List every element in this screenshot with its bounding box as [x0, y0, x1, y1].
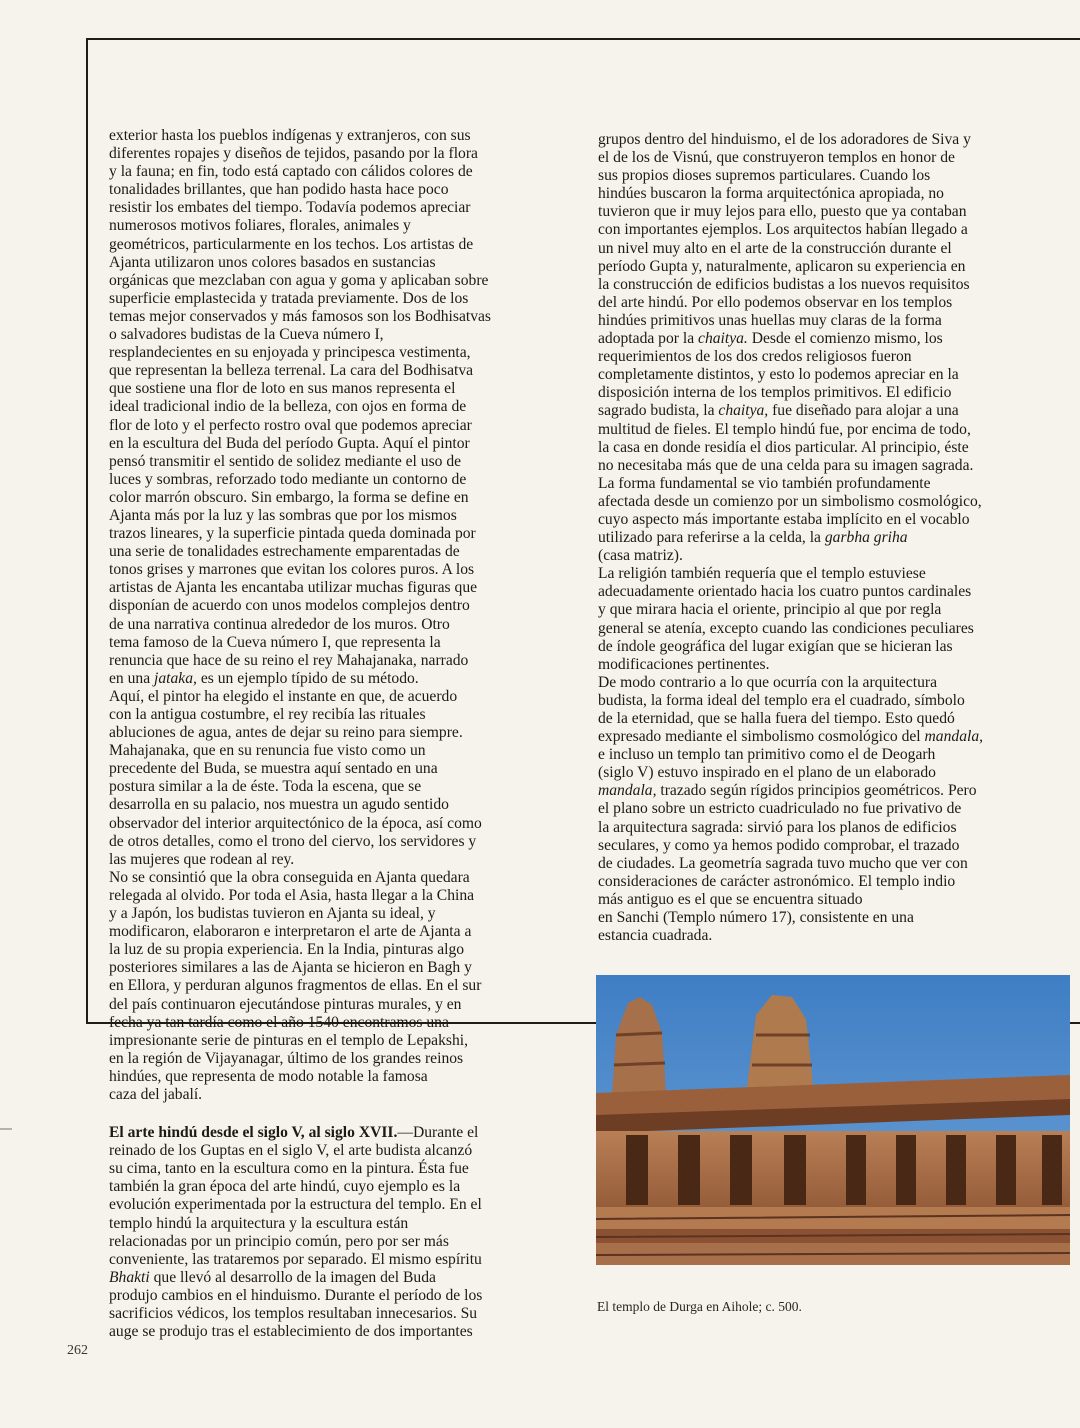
text-run: expresado mediante el simbolismo cosmológico del	[598, 728, 921, 746]
text-line: evolución experimentada por la estructura del templo. En el	[109, 1196, 482, 1214]
text-run: adoptada por la	[598, 330, 695, 348]
text-line: completamente distintos, y esto lo podemos apreciar en la	[598, 366, 959, 384]
text-line: hindúes buscaron la forma arquitectónica apropiada, no	[598, 185, 944, 203]
text-line: disponían de acuerdo con unos modelos complejos dentro	[109, 597, 470, 615]
text-line: en la región de Vijayanagar, último de los grandes reinos	[109, 1049, 464, 1067]
text-line: relacionadas por un principio común, pero por ser más	[109, 1232, 449, 1250]
text-line: fecha ya tan tardía como el año 1540 encontramos una	[109, 1013, 449, 1031]
text-line: la luz de su propia experiencia. En la India, pinturas algo	[109, 941, 465, 959]
text-line: La forma fundamental se vio también profundamente	[598, 474, 931, 492]
text-line: en la escultura del Buda del período Gupta. Aquí el pintor	[109, 434, 470, 452]
text-line: tema famoso de la Cueva número I, que representa la	[109, 633, 441, 651]
text-line: de la eternidad, que se halla fuera del tiempo. Esto quedó	[598, 710, 955, 727]
text-line: que sostiene una flor de loto en sus manos representa el	[109, 380, 456, 398]
text-line: Mahajanaka, que en su renuncia fue visto como un	[109, 742, 426, 760]
italic-term: chaitya.	[698, 330, 748, 348]
text-line: numerosos motivos foliares, florales, animales y	[109, 217, 411, 235]
text-run: utilizado para referirse a la celda, la	[598, 529, 821, 547]
text-run: sagrado budista, la	[598, 402, 715, 420]
text-line: en Ellora, y perduran algunos fragmentos de ellas. En el sur	[109, 977, 482, 995]
text-line: hindúes primitivos unas huellas muy claras de la forma	[598, 311, 942, 329]
text-line: pensó transmitir el sentido de solidez mediante el uso de	[109, 452, 462, 470]
temple-illustration	[596, 975, 1070, 1265]
text-line: un nivel muy alto en el arte de la construcción durante el	[598, 239, 952, 257]
text-line	[598, 529, 1058, 547]
text-line: precedente del Buda, se muestra aquí sentado en una	[109, 760, 438, 778]
text-line: afectada desde un comienzo por un simbolismo cosmológico,	[598, 492, 982, 510]
text-line: e incluso un templo tan primitivo como el de Deogarh	[598, 746, 936, 764]
text-line: diferentes ropajes y diseños de tejidos, pasando por la flora	[109, 145, 478, 163]
text-line: impresionante serie de pinturas en el templo de Lepakshi,	[109, 1031, 468, 1049]
text-line: resplandecientes en su enjoyada y principesca vestimenta,	[109, 344, 471, 362]
text-line: que representan la belleza terrenal. La cara del Bodhisatva	[109, 362, 474, 380]
figure-caption: El templo de Durga en Aihole; c. 500.	[597, 1299, 802, 1314]
italic-term: jataka,	[154, 669, 197, 687]
text-run: que llevó al desarrollo de la imagen del Buda	[153, 1268, 436, 1286]
text-line: (casa matriz).	[598, 547, 683, 565]
text-line: con la antigua costumbre, el rey recibía las rituales	[109, 706, 426, 723]
text-line: artistas de Ajanta les encantaba utilizar muchas figuras que	[109, 579, 478, 597]
text-line: tonos grises y marrones que evitan los colores puros. A los	[109, 561, 475, 579]
text-line: sus propios dioses supremos particulares. Cuando los	[598, 167, 931, 185]
text-line: flor de loto y el perfecto rostro oval que podemos apreciar	[109, 416, 472, 434]
text-line: desarrolla en su palacio, nos muestra un agudo sentido	[109, 796, 449, 814]
text-line: más antiguo es el que se encuentra situado	[598, 890, 863, 908]
text-line: tuvieron que ir muy lejos para ello, puesto que ya contaban	[598, 203, 967, 221]
text-line: cuyo aspecto más importante estaba implícito en el vocablo	[598, 510, 970, 528]
text-line: y a Japón, los budistas tuvieron en Ajanta su ideal, y	[109, 905, 436, 923]
text-line: budista, la forma ideal del templo era el cuadrado, símbolo	[598, 691, 965, 709]
text-line: resistir los embates del tiempo. Todavía podemos apreciar	[109, 199, 471, 217]
text-line: renuncia que hace de su reino el rey Mahajanaka, narrado	[109, 651, 469, 669]
text-line: tonalidades brillantes, que han podido hasta hace poco	[109, 181, 449, 199]
temple-photo	[596, 975, 1070, 1265]
text-line: las mujeres que rodean al rey.	[109, 850, 295, 868]
text-line: (siglo V) estuvo inspirado en el plano de un elaborado	[598, 764, 936, 782]
text-line: de otros detalles, como el trono del ciervo, los servidores y	[109, 832, 477, 850]
text-line: la casa en donde residía el dios particular. Al principio, éste	[598, 438, 969, 456]
text-line: Aquí, el pintor ha elegido el instante en que, de acuerdo	[109, 687, 458, 705]
text-line: de ciudades. La geometría sagrada tuvo mucho que ver con	[598, 854, 968, 872]
text-line: Ajanta utilizaron unos colores basados en sustancias	[109, 253, 436, 271]
right-column	[598, 131, 1058, 945]
text-line: auge se produjo tras el establecimiento de dos importantes	[109, 1323, 473, 1341]
text-line: del país continuaron ejecutándose pinturas murales, y en	[109, 995, 462, 1013]
text-line: conveniente, las trataremos por separado. El mismo espíritu	[109, 1250, 482, 1268]
section-heading: El arte hindú desde el siglo V, al siglo XVII.	[109, 1124, 398, 1142]
text-run: Durante el	[413, 1124, 479, 1142]
text-line: exterior hasta los pueblos indígenas y extranjeros, con sus	[109, 127, 471, 144]
text-line: también la gran época del arte hindú, cuyo ejemplo es la	[109, 1178, 461, 1196]
text-line: la construcción de edificios budistas a los nuevos requisitos	[598, 275, 970, 293]
text-line: abluciones de agua, antes de dejar su reino para siempre.	[109, 724, 463, 742]
text-line: el plano sobre un estricto cuadriculado no fue privativo de	[598, 800, 962, 818]
text-run: es un ejemplo típido de su método.	[200, 669, 419, 687]
text-line: seculares, y como ya hemos podido comprobar, el trazado	[598, 836, 960, 854]
text-line: La religión también requería que el templo estuviese	[598, 565, 926, 583]
text-line: posteriores similares a las de Ajanta se hicieron en Bagh y	[109, 959, 472, 977]
italic-term: chaitya,	[718, 402, 769, 420]
left-column	[109, 127, 557, 1341]
text-run: trazado según rígidos principios geométricos. Pero	[660, 782, 977, 800]
text-line: no necesitaba más que de una celda para su imagen sagrada.	[598, 456, 974, 474]
text-line: temas mejor conservados y más famosos son los Bodhisatvas	[109, 307, 491, 325]
italic-term: mandala,	[598, 782, 657, 800]
text-line: la arquitectura sagrada: sirvió para los planos de edificios	[598, 818, 957, 836]
text-line: de índole geográfica del lugar exigían que se hicieran las	[598, 637, 953, 655]
text-line: grupos dentro del hinduismo, el de los adoradores de Siva y	[598, 131, 971, 148]
italic-term: garbha griha	[824, 529, 908, 547]
text-run: en una	[109, 669, 151, 687]
text-line: caza del jabalí.	[109, 1085, 203, 1103]
text-line: disposición interna de los templos primitivos. El edificio	[598, 384, 952, 402]
text-line: observador del interior arquitectónico de la época, así como	[109, 814, 482, 832]
text-line: requerimientos de los dos credos religiosos fueron	[598, 348, 912, 366]
text-line: relegada al olvido. Por toda el Asia, hasta llegar a la China	[109, 886, 475, 904]
text-line: período Gupta y, naturalmente, aplicaron su experiencia en	[598, 257, 966, 275]
text-line: Ajanta más por la luz y las sombras que por los mismos	[109, 506, 457, 524]
text-line: reinado de los Guptas en el siglo V, el arte budista alcanzó	[109, 1142, 473, 1160]
text-line: trazos lineares, y la superficie pintada queda dominada por	[109, 525, 476, 543]
section-first-line	[109, 1124, 557, 1142]
text-line: modificaciones pertinentes.	[598, 655, 770, 673]
text-line: sacrificios védicos, los templos resultaban innecesarios. Su	[109, 1305, 478, 1322]
text-line: adecuadamente orientado hacia los cuatro puntos cardinales	[598, 583, 972, 601]
text-line: templo hindú la arquitectura y la escultura están	[109, 1214, 409, 1232]
text-line: con importantes ejemplos. Los arquitectos habían llegado a	[598, 221, 968, 239]
text-line	[598, 728, 1058, 746]
text-line	[109, 1269, 557, 1287]
text-line: el de los de Visnú, que construyeron templos en honor de	[598, 149, 955, 167]
italic-term: Bhakti	[109, 1268, 150, 1286]
text-line	[598, 330, 1058, 348]
text-line: ideal tradicional indio de la belleza, con ojos en forma de	[109, 398, 467, 416]
text-line: consideraciones de carácter astronómico. El templo indio	[598, 872, 956, 890]
text-line: modificaron, elaboraron e interpretaron el arte de Ajanta a	[109, 923, 472, 941]
text-line: o salvadores budistas de la Cueva número I,	[109, 326, 384, 344]
text-line: una serie de tonalidades estrechamente emparentadas de	[109, 543, 460, 561]
text-line: produjo cambios en el hinduismo. Durante el período de los	[109, 1286, 483, 1304]
text-line: postura similar a la de éste. Toda la escena, que se	[109, 778, 422, 796]
text-line: su cima, tanto en la escultura como en la pintura. Ésta fue	[109, 1160, 469, 1178]
text-line: del arte hindú. Por ello podemos observar en los templos	[598, 293, 953, 311]
text-line: estancia cuadrada.	[598, 927, 713, 945]
text-line: en Sanchi (Templo número 17), consistente en una	[598, 909, 914, 927]
text-line: y que mirara hacia el oriente, principio al que por regla	[598, 601, 942, 619]
text-line	[598, 402, 1058, 420]
margin-mark	[0, 1128, 12, 1130]
text-line: de una narrativa continua alrededor de los muros. Otro	[109, 615, 450, 633]
text-line: luces y sombras, reforzado todo mediante un contorno de	[109, 470, 467, 488]
text-run: Desde el comienzo mismo, los	[751, 330, 943, 348]
page-number: 262	[67, 1343, 88, 1358]
text-line: general se atenía, excepto cuando las condiciones peculiares	[598, 619, 974, 637]
text-line: hindúes, que representa de modo notable la famosa	[109, 1067, 428, 1085]
text-line: geométricos, particularmente en los techos. Los artistas de	[109, 235, 474, 253]
text-line: color marrón obscuro. Sin embargo, la forma se define en	[109, 488, 469, 506]
text-line: superficie emplastecida y tratada previamente. Dos de los	[109, 289, 469, 307]
text-line: orgánicas que mezclaban con agua y goma y aplicaban sobre	[109, 271, 489, 289]
em-dash: —	[397, 1124, 413, 1142]
text-line	[109, 670, 557, 688]
text-line: multitud de fieles. El templo hindú fue, por encima de todo,	[598, 420, 971, 438]
text-line: De modo contrario a lo que ocurría con la arquitectura	[598, 673, 938, 691]
text-line: No se consintió que la obra conseguida en Ajanta quedara	[109, 868, 470, 886]
italic-term: mandala,	[924, 728, 984, 746]
text-line	[598, 782, 1058, 800]
text-run: fue diseñado para alojar a una	[772, 402, 959, 420]
text-line: y la fauna; en fin, todo está captado con cálidos colores de	[109, 163, 473, 181]
